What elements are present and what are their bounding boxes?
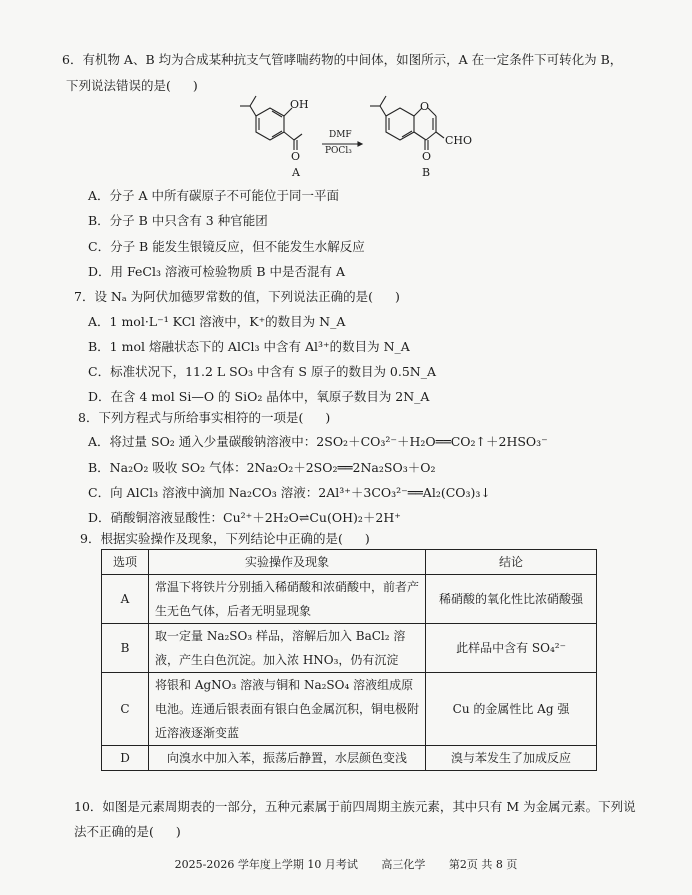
- q7-bracket-close: ): [395, 289, 400, 304]
- row-conclusion: Cu 的金属性比 Ag 强: [426, 673, 597, 746]
- page-footer: [0, 856, 692, 872]
- molecule-a-label: A: [292, 166, 300, 179]
- header-option: 选项: [102, 550, 149, 575]
- footer-exam: 2025-2026 学年度上学期 10 月考试: [174, 858, 358, 871]
- footer-page-number: 第2页 共 8 页: [448, 858, 518, 871]
- q8-stem-text: 下列方程式与所给事实相符的一项是(: [98, 410, 304, 425]
- q8-option-a: A．将过量 SO₂ 通入少量碳酸钠溶液中：2SO₂＋CO₃²⁻＋H₂O══CO₂↑＋2HSO₃⁻: [88, 434, 548, 449]
- row-option: D: [102, 746, 149, 771]
- table-row: [102, 673, 597, 746]
- q8-bracket-close: ): [325, 410, 331, 425]
- q9-stem-text: 根据实验操作及现象，下列结论中正确的是(: [100, 531, 343, 546]
- q6-option-b: B．分子 B 中只含有 3 种官能团: [88, 213, 268, 228]
- q10-number: 10．: [74, 799, 103, 814]
- q6-option-d: D．用 FeCl₃ 溶液可检验物质 B 中是否混有 A: [88, 264, 346, 279]
- reagent-pocl3: POCl₃: [325, 146, 352, 156]
- q7-option-a: A．1 mol·L⁻¹ KCl 溶液中，K⁺的数目为 N_A: [88, 314, 346, 329]
- row-conclusion: 稀硝酸的氧化性比浓硝酸强: [426, 575, 597, 624]
- reaction-scheme: [236, 92, 476, 184]
- q9-stem: [80, 529, 370, 547]
- q6-stem-line1: [62, 50, 622, 68]
- q8-option-c: C．向 AlCl₃ 溶液中滴加 Na₂CO₃ 溶液：2Al³⁺＋3CO₃²⁻══Al₂(CO₃)₃↓: [88, 485, 491, 500]
- row-conclusion: 此样品中含有 SO₄²⁻: [426, 624, 597, 673]
- q7-stem-text: 设 Nₐ 为阿伏加德罗常数的值，下列说法正确的是(: [94, 289, 374, 304]
- q6-stem-text: 有机物 A、B 均为合成某种抗支气管哮喘药物的中间体，如图所示，A 在一定条件下可转化为 B，: [82, 52, 623, 67]
- footer-subject: 高三化学: [381, 858, 426, 871]
- q8-number: 8．: [78, 410, 99, 425]
- q8-stem: [78, 408, 330, 426]
- q7-number: 7．: [74, 289, 95, 304]
- experiment-table: [101, 549, 597, 771]
- row-operation: 常温下将铁片分别插入稀硝酸和浓硝酸中，前者产生无色气体，后者无明显现象: [149, 575, 426, 624]
- q7-stem: [74, 287, 400, 305]
- molecule-b-label: B: [422, 166, 431, 179]
- row-operation: 向溴水中加入苯，振荡后静置，水层颜色变浅: [149, 746, 426, 771]
- q7-option-b: B．1 mol 熔融状态下的 AlCl₃ 中含有 Al³⁺的数目为 N_A: [88, 339, 410, 354]
- table-header-row: [102, 550, 597, 575]
- table-row: [102, 575, 597, 624]
- q10-stem-text-2: 法不正确的是(: [74, 824, 154, 839]
- aldehyde-label: CHO: [445, 134, 473, 147]
- header-conclusion: 结论: [426, 550, 597, 575]
- q6-number: 6．: [62, 52, 83, 67]
- carbonyl-o-label-a: O: [291, 150, 301, 163]
- row-operation: 将银和 AgNO₃ 溶液与铜和 Na₂SO₄ 溶液组成原电池。连通后银表面有银白色金属沉积，铜电极附近溶液逐渐变蓝: [149, 673, 426, 746]
- q10-stem-line2: [74, 822, 181, 840]
- q6-option-c: C．分子 B 能发生银镜反应，但不能发生水解反应: [88, 239, 365, 254]
- table-row: [102, 624, 597, 673]
- q10-stem-text: 如图是元素周期表的一部分，五种元素属于前四周期主族元素，其中只有 M 为金属元素。下列说: [102, 799, 636, 814]
- q6-bracket-close: ): [192, 78, 198, 93]
- q8-option-b: B．Na₂O₂ 吸收 SO₂ 气体：2Na₂O₂＋2SO₂══2Na₂SO₃＋O₂: [88, 460, 436, 475]
- row-option: C: [102, 673, 149, 746]
- q6-option-a: A．分子 A 中所有碳原子不可能位于同一平面: [88, 188, 340, 203]
- q6-stem-line2: [66, 76, 198, 94]
- row-option: A: [102, 575, 149, 624]
- q7-option-c: C．标准状况下，11.2 L SO₃ 中含有 S 原子的数目为 0.5N_A: [88, 364, 437, 379]
- row-conclusion: 溴与苯发生了加成反应: [426, 746, 597, 771]
- q10-stem-line1: [74, 797, 636, 815]
- row-option: B: [102, 624, 149, 673]
- carbonyl-o-label-b: O: [422, 150, 432, 163]
- row-operation: 取一定量 Na₂SO₃ 样品，溶解后加入 BaCl₂ 溶液，产生白色沉淀。加入浓 HNO₃，仍有沉淀: [149, 624, 426, 673]
- header-operation: 实验操作及现象: [149, 550, 426, 575]
- hydroxyl-label: OH: [290, 98, 309, 111]
- molecule-structures-figure: [236, 92, 476, 184]
- ring-oxygen-label: O: [420, 100, 430, 113]
- q7-option-d: D．在含 4 mol Si—O 的 SiO₂ 晶体中，氧原子数目为 2N_A: [88, 389, 430, 404]
- q9-number: 9．: [80, 531, 101, 546]
- reagent-dmf: DMF: [329, 130, 352, 140]
- q8-option-d: D．硝酸铜溶液显酸性：Cu²⁺＋2H₂O⇌Cu(OH)₂＋2H⁺: [88, 510, 401, 525]
- q6-stem-text-2: 下列说法错误的是(: [66, 78, 171, 93]
- q9-bracket-close: ): [364, 531, 370, 546]
- table-row: [102, 746, 597, 771]
- q10-bracket-close: ): [175, 824, 181, 839]
